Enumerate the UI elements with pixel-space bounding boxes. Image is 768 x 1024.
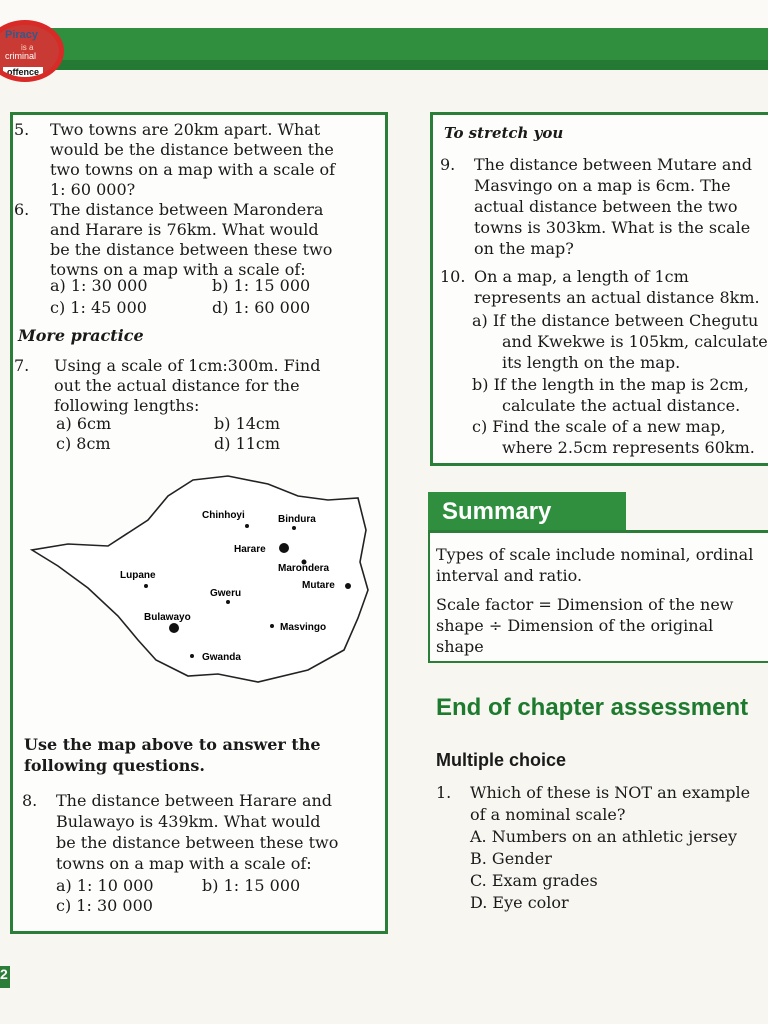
question-text: towns on a map with a scale of: xyxy=(56,854,312,873)
town-dot-chinhoyi xyxy=(245,524,249,528)
question-10-part-a xyxy=(472,310,768,373)
summary-text: interval and ratio. xyxy=(436,566,583,585)
question-text: out the actual distance for the xyxy=(54,376,300,395)
option-a: a) 1: 30 000 xyxy=(50,276,148,295)
question-text: towns is 303km. What is the scale xyxy=(474,218,751,237)
question-text: following lengths: xyxy=(54,396,200,415)
option-c: C. Exam grades xyxy=(470,871,598,890)
mc-options xyxy=(470,826,737,914)
option-a: a) 6cm xyxy=(56,414,112,433)
question-number: 1. xyxy=(436,783,452,802)
summary-text: Scale factor = Dimension of the new xyxy=(436,595,734,614)
option-a: A. Numbers on an athletic jersey xyxy=(470,827,738,846)
summary-paragraph-1 xyxy=(436,544,753,586)
map-instruction-line: following questions. xyxy=(24,756,205,775)
question-text: On a map, a length of 1cm xyxy=(474,267,689,286)
question-text: of a nominal scale? xyxy=(470,805,626,824)
map-label-bindura: Bindura xyxy=(278,514,316,525)
part-text: and Kwekwe is 105km, calculate xyxy=(502,332,768,351)
question-text: 1: 60 000? xyxy=(50,180,136,199)
question-number: 5. xyxy=(14,120,30,139)
question-text: and Harare is 76km. What would xyxy=(50,220,319,239)
map-instruction xyxy=(24,734,321,776)
town-dot-gweru xyxy=(226,600,230,604)
more-practice-heading: More practice xyxy=(18,326,144,345)
question-text: Masvingo on a map is 6cm. The xyxy=(474,176,731,195)
question-10-part-c xyxy=(472,416,755,458)
option-d: d) 1: 60 000 xyxy=(212,298,311,317)
question-text: on the map? xyxy=(474,239,574,258)
map-label-masvingo: Masvingo xyxy=(280,622,327,633)
question-number: 6. xyxy=(14,200,30,219)
town-dot-lupane xyxy=(144,584,148,588)
stretch-heading: To stretch you xyxy=(444,124,564,142)
question-text: be the distance between these two xyxy=(50,240,333,259)
question-text: The distance between Harare and xyxy=(56,791,333,810)
question-text: represents an actual distance 8km. xyxy=(474,288,760,307)
stamp-line2: is a xyxy=(21,43,34,52)
summary-text: Types of scale include nominal, ordinal xyxy=(436,545,754,564)
summary-title: Summary xyxy=(428,492,626,532)
question-number: 7. xyxy=(14,356,30,375)
question-number: 9. xyxy=(440,155,456,174)
part-text: where 2.5cm represents 60km. xyxy=(502,438,755,457)
part-text: calculate the actual distance. xyxy=(502,396,741,415)
option-d: D. Eye color xyxy=(470,893,569,912)
part-text: a) If the distance between Chegutu xyxy=(472,311,759,330)
map-outline xyxy=(32,476,368,682)
question-text: two towns on a map with a scale of xyxy=(50,160,336,179)
summary-text: shape ÷ Dimension of the original xyxy=(436,616,714,635)
option-c: c) 8cm xyxy=(56,434,111,453)
question-text: Bulawayo is 439km. What would xyxy=(56,812,321,831)
map-label-mutare: Mutare xyxy=(302,580,335,591)
question-text: Using a scale of 1cm:300m. Find xyxy=(54,356,321,375)
town-dot-gwanda xyxy=(190,654,194,658)
map-label-bulawayo: Bulawayo xyxy=(144,612,191,623)
multiple-choice-heading: Multiple choice xyxy=(436,750,567,770)
question-number: 10. xyxy=(440,267,466,286)
option-d: d) 11cm xyxy=(214,434,281,453)
end-of-chapter-heading: End of chapter assessment xyxy=(436,694,749,721)
stamp-line4: offence xyxy=(3,67,43,77)
header-green-band-dark xyxy=(0,60,768,70)
map-label-chinhoyi: Chinhoyi xyxy=(202,510,245,521)
zimbabwe-map xyxy=(28,470,378,690)
page-number-tab: 2 xyxy=(0,966,10,988)
question-text: Which of these is NOT an example xyxy=(470,783,751,802)
map-label-harare: Harare xyxy=(234,544,266,555)
stamp-line3: criminal xyxy=(5,51,37,61)
question-10-part-b xyxy=(472,374,749,416)
question-text: would be the distance between the xyxy=(50,140,334,159)
map-label-lupane: Lupane xyxy=(120,570,156,581)
stamp-line1: Piracy xyxy=(5,29,39,41)
part-text: b) If the length in the map is 2cm, xyxy=(472,375,749,394)
option-b: B. Gender xyxy=(470,849,552,868)
question-text: actual distance between the two xyxy=(474,197,738,216)
part-text: its length on the map. xyxy=(502,353,681,372)
town-dot-bindura xyxy=(292,526,296,530)
question-number: 8. xyxy=(22,791,38,810)
question-text: The distance between Mutare and xyxy=(474,155,752,174)
question-text: towns on a map with a scale of: xyxy=(50,260,306,279)
town-dot-masvingo xyxy=(270,624,274,628)
map-label-gweru: Gweru xyxy=(210,588,242,599)
option-c: c) 1: 30 000 xyxy=(56,896,153,915)
option-b: b) 1: 15 000 xyxy=(212,276,311,295)
map-label-gwanda: Gwanda xyxy=(202,652,241,663)
option-a: a) 1: 10 000 xyxy=(56,876,154,895)
part-text: c) Find the scale of a new map, xyxy=(472,417,726,436)
town-dot-bulawayo xyxy=(169,623,179,633)
option-c: c) 1: 45 000 xyxy=(50,298,147,317)
question-text: be the distance between these two xyxy=(56,833,339,852)
town-dot-mutare xyxy=(345,583,351,589)
question-text: Two towns are 20km apart. What xyxy=(50,120,321,139)
map-label-marondera: Marondera xyxy=(278,563,330,574)
summary-paragraph-2 xyxy=(436,594,733,657)
town-dot-harare xyxy=(279,543,289,553)
question-text: The distance between Marondera xyxy=(50,200,324,219)
option-b: b) 1: 15 000 xyxy=(202,876,301,895)
option-b: b) 14cm xyxy=(214,414,281,433)
map-instruction-line: Use the map above to answer the xyxy=(24,735,321,754)
summary-text: shape xyxy=(436,637,484,656)
